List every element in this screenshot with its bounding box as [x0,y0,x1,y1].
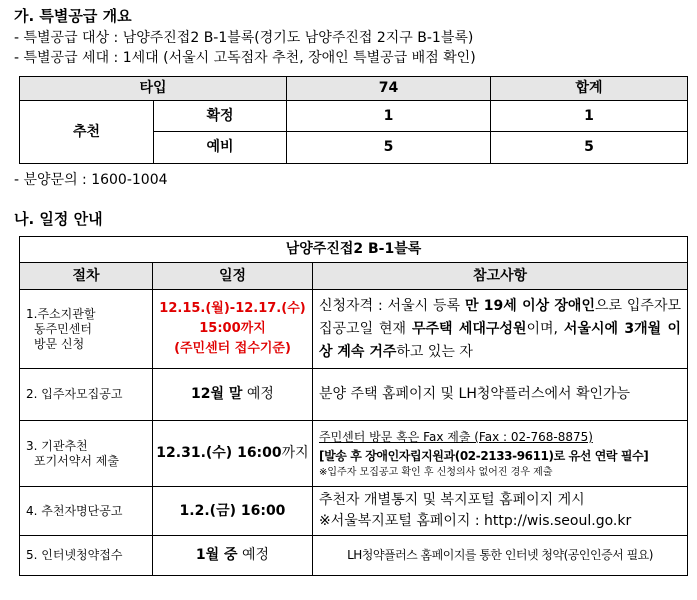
cell-74-confirmed: 1 [287,101,491,132]
step-2: 2. 입주자모집공고 [20,369,153,421]
supply-target: - 특별공급 대상 : 남양주진접2 B-1블록(경기도 남양주진접 2지구 B-1블록) [14,30,474,46]
note-emphasis: 만 19세 이상 장애인 [464,297,595,314]
step-4: 4. 추천자명단공고 [20,487,153,536]
date-2 [153,369,313,421]
supply-households: - 특별공급 세대 : 1세대 (서울시 고독점자 추천, 장애인 특별공급 배점 확인) [14,50,476,66]
step-1-line: 1.주소지관할 [26,306,96,321]
date-2-bold: 12월 말 [191,386,243,402]
cell-total-confirmed: 1 [491,101,688,132]
date-3-rest: 까지 [281,445,309,461]
supply-table [19,76,688,164]
date-5-bold: 1월 중 [195,547,238,563]
header-total: 합계 [491,77,688,101]
header-step: 절차 [20,263,153,290]
note-emphasis: 무주택 세대구성원 [411,320,527,337]
note-3-line1: 주민센터 방문 혹은 Fax 제출 (Fax : 02-768-8875) [319,430,593,444]
row-label-confirmed: 확정 [154,101,287,132]
step-5: 5. 인터넷청약접수 [20,536,153,576]
inquiry-line: - 분양문의 : 1600-1004 [14,172,168,188]
step-1-line: 방문 신청 [34,336,85,351]
note-4 [313,487,688,536]
table-row [20,421,688,487]
note-emphasis: 서울시에 3개월 이상 계속 거주 [319,320,682,360]
date-1-line: 15:00까지 [199,321,266,336]
header-notes: 참고사항 [313,263,688,290]
date-5-rest: 예정 [237,547,270,563]
note-4-line2: ※서울복지포털 홈페이지 : http://wis.seoul.go.kr [319,513,632,529]
date-3-bold: 12.31.(수) 16:00 [156,445,282,461]
header-type: 타입 [20,77,287,101]
step-1 [20,290,153,369]
cell-74-reserve: 5 [287,132,491,164]
date-4: 1.2.(금) 16:00 [153,487,313,536]
cell-total-reserve: 5 [491,132,688,164]
note-1 [313,290,688,369]
note-3-line2: [발송 후 장애인자립지원과(02-2133-9611)로 유선 연락 필수] [319,449,649,463]
schedule-caption: 남양주진접2 B-1블록 [20,237,688,263]
table-row [20,369,688,421]
section-b-title: 나. 일정 안내 [14,210,103,228]
step-3-line: 포기서약서 제출 [34,453,119,468]
note-text: 하고 있는 자 [396,343,473,360]
note-text: 으로 입주자모집공고일 현재 [319,297,682,337]
note-5: LH청약플러스 홈페이지를 통한 인터넷 청약(공인인증서 필요) [313,536,688,576]
header-74: 74 [287,77,491,101]
note-3 [313,421,688,487]
date-2-rest: 예정 [242,386,274,402]
note-text: 신청자격 : 서울시 등록 [319,297,465,314]
section-a-title: 가. 특별공급 개요 [14,7,132,25]
step-3 [20,421,153,487]
table-row [20,536,688,576]
date-1 [153,290,313,369]
date-1-line: 12.15.(월)-12.17.(수) [159,301,306,316]
table-row [20,290,688,369]
table-row [20,487,688,536]
note-3-line3: ※입주자 모집공고 확인 후 신청의사 없어진 경우 제출 [319,467,553,478]
note-2: 분양 주택 홈페이지 및 LH청약플러스에서 확인가능 [313,369,688,421]
row-label-reserve: 예비 [154,132,287,164]
note-4-line1: 추천자 개별통지 및 복지포털 홈페이지 게시 [319,492,585,508]
row-group-recommend: 추천 [20,101,154,164]
date-1-line: (주민센터 접수기준) [174,341,291,356]
date-5 [153,536,313,576]
header-date: 일정 [153,263,313,290]
step-3-line: 3. 기관추천 [26,438,88,453]
note-text: 이며, [526,320,564,337]
date-3 [153,421,313,487]
schedule-table [19,236,688,576]
step-1-line: 동주민센터 [34,321,92,336]
